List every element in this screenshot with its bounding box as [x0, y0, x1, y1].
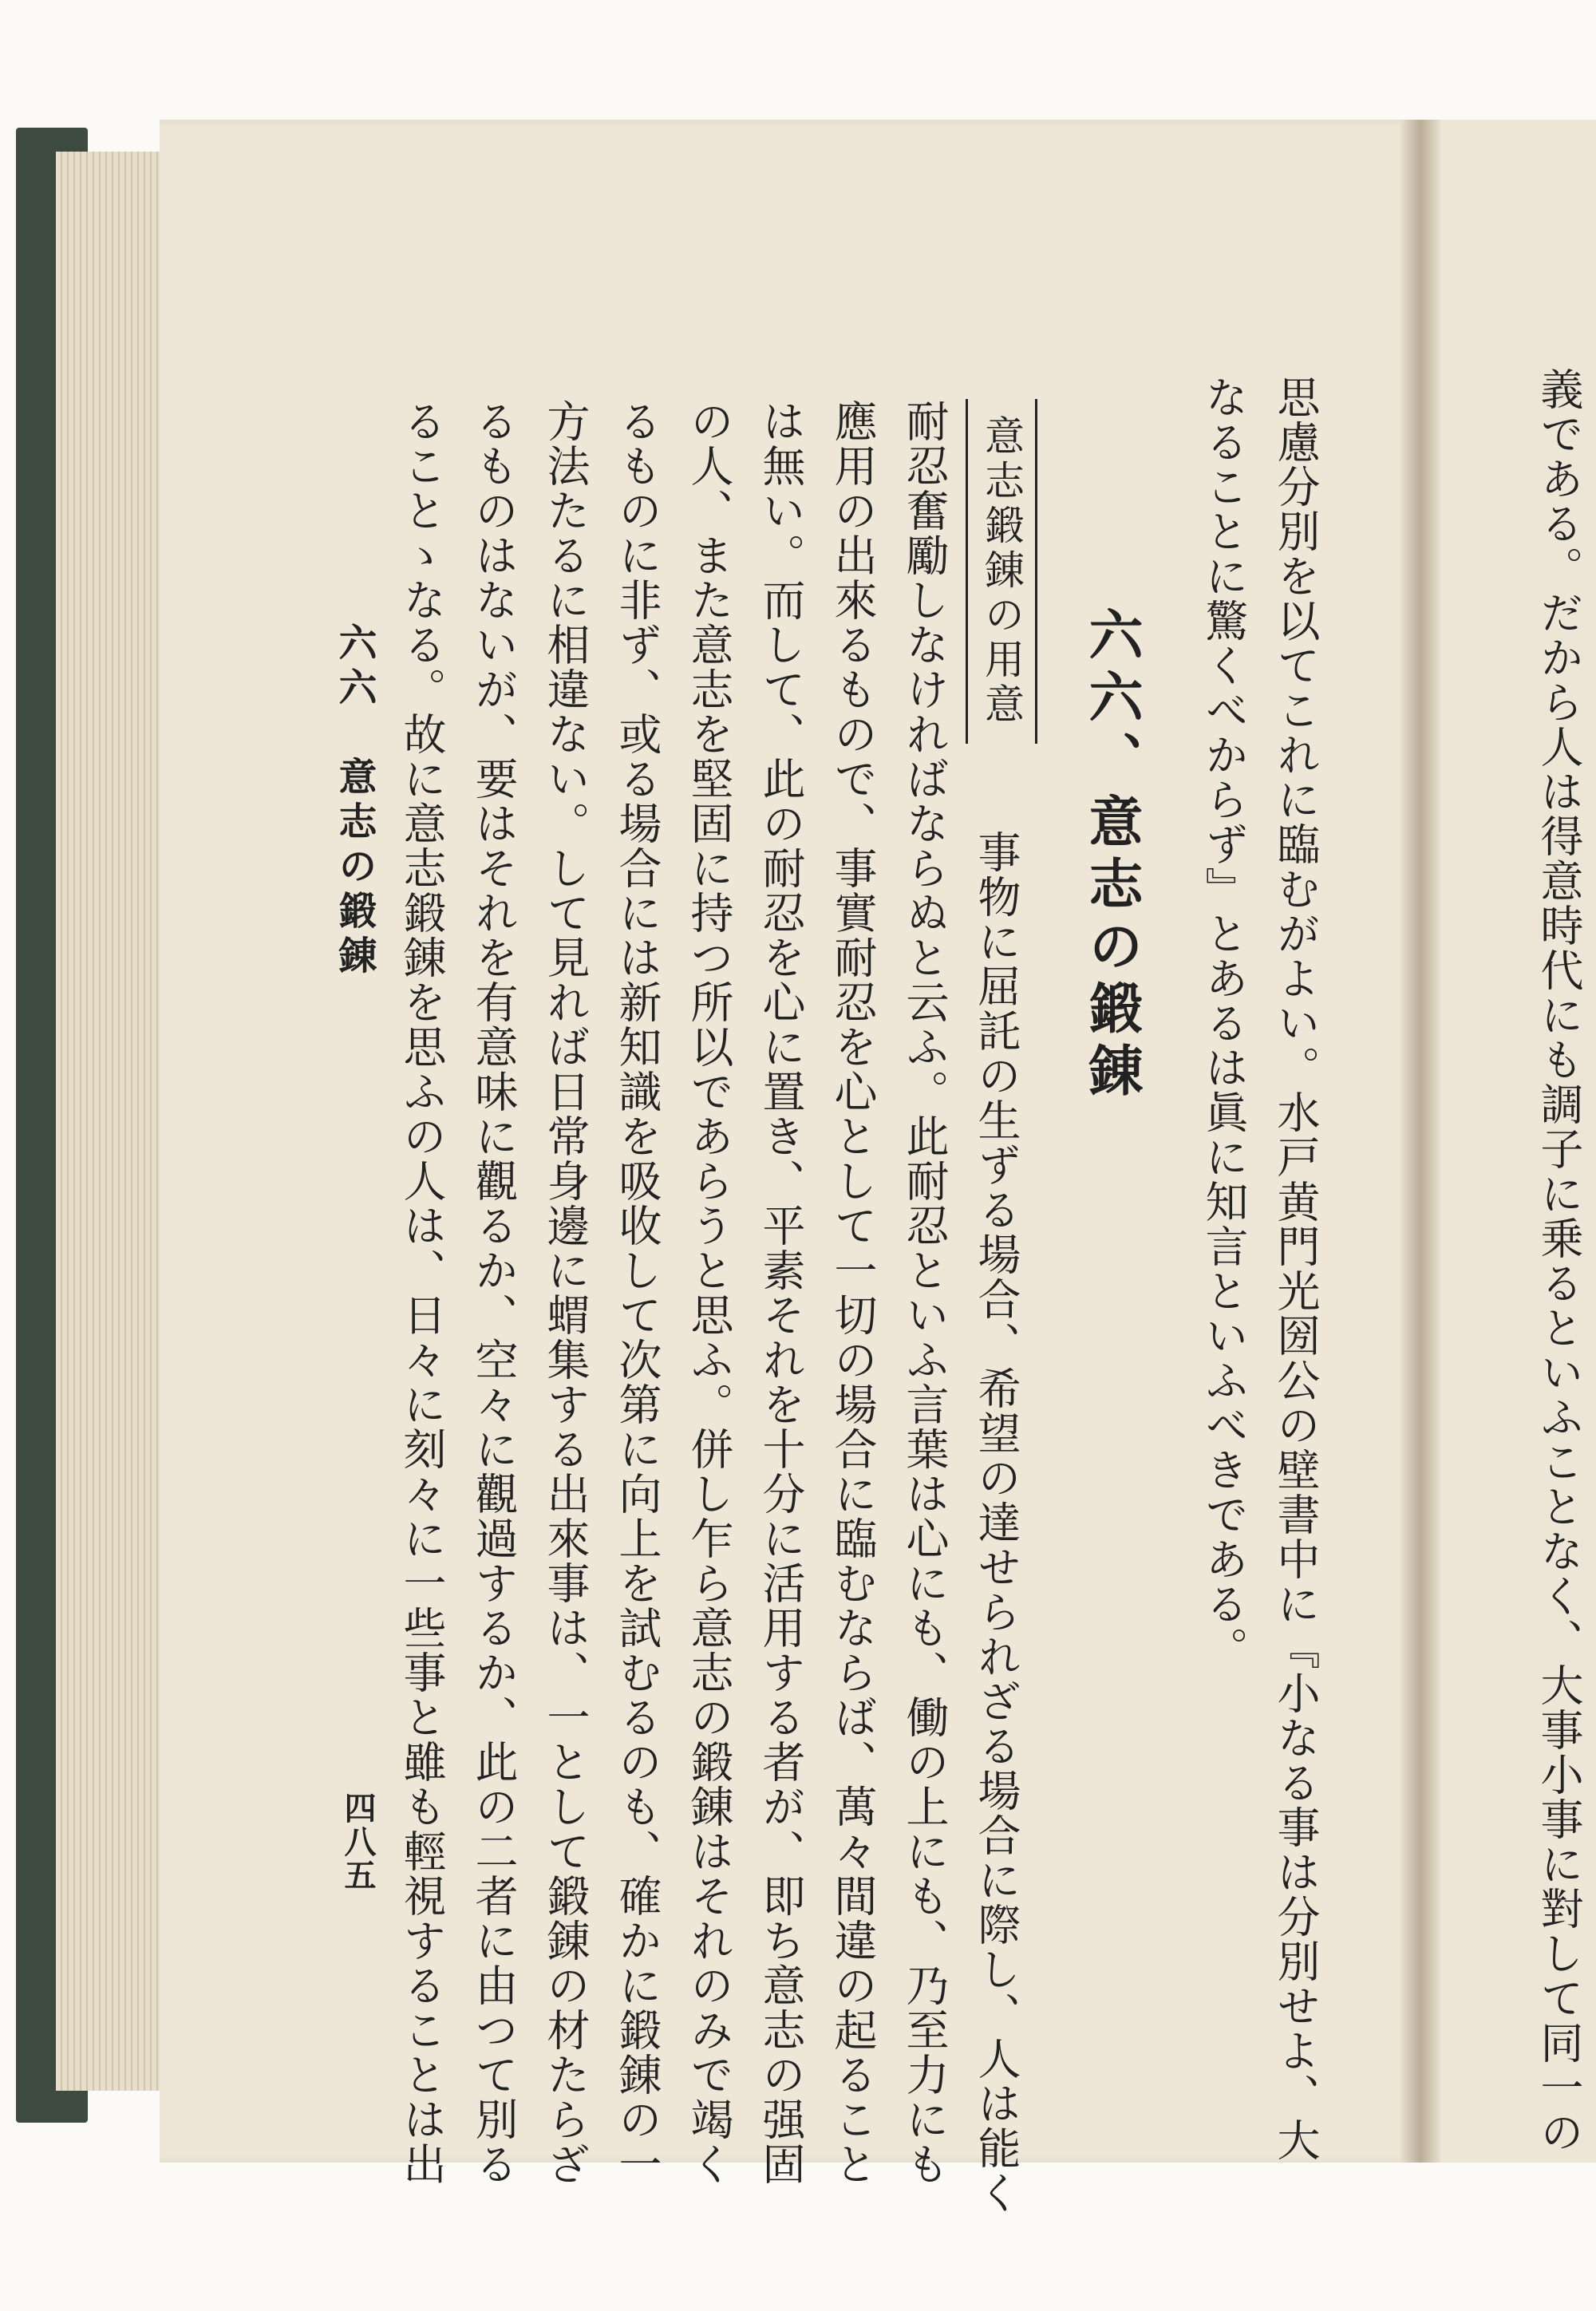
- boxed-heading: 意志鍛錬の用意: [966, 399, 1037, 744]
- body-column: ることゝなる。故に意志鍛錬を思ふの人は、日々に刻々に一些事と雖も輕視することは出: [397, 399, 447, 2187]
- body-column: るものはないが、要はそれを有意味に觀るか、空々に觀過するか、此の二者に由つて別る: [468, 399, 519, 2187]
- section-title: 六六、意志の鍛錬: [1080, 606, 1144, 1104]
- body-column: 耐忍奮勵しなければならぬと云ふ。此耐忍といふ言葉は心にも、働の上にも、乃至力にも: [899, 399, 950, 2187]
- intro-column: 思慮分別を以てこれに臨むがよい。水戸黄門光圀公の壁書中に『小なる事は分別せよ、大: [1270, 375, 1321, 2163]
- page-number: 四八五: [339, 1792, 377, 1892]
- body-column: 事物に屈託の生ずる場合、希望の達せられざる場合に際し、人は能く: [971, 830, 1021, 2215]
- body-column: 應用の出來るもので、事實耐忍を心として一切の場合に臨むならば、萬々間違の起ること: [828, 399, 878, 2187]
- running-footer: 六六 意志の鍛錬: [332, 622, 377, 980]
- intro-column: なることに驚くべからず』とあるは眞に知言といふべきである。: [1199, 375, 1249, 1671]
- book-gutter: [1400, 120, 1440, 2163]
- body-column: の人、また意志を堅固に持つ所以であらうと思ふ。併し乍ら意志の鍛錬はそれのみで竭く: [684, 399, 734, 2187]
- body-column: 方法たるに相違ない。して見れば日常身邊に蝟集する出來事は、一として鍛錬の材たらざ: [540, 399, 591, 2187]
- right-page-column: 義である。だから人は得意時代にも調子に乗るといふことなく、大事小事に對して同一の: [1534, 367, 1584, 2155]
- body-column: は無い。而して、此の耐忍を心に置き、平素それを十分に活用する者が、即ち意志の强固: [756, 399, 806, 2187]
- body-column: るものに非ず、或る場合には新知識を吸收して次第に向上を試むるのも、確かに鍛錬の一: [612, 399, 662, 2187]
